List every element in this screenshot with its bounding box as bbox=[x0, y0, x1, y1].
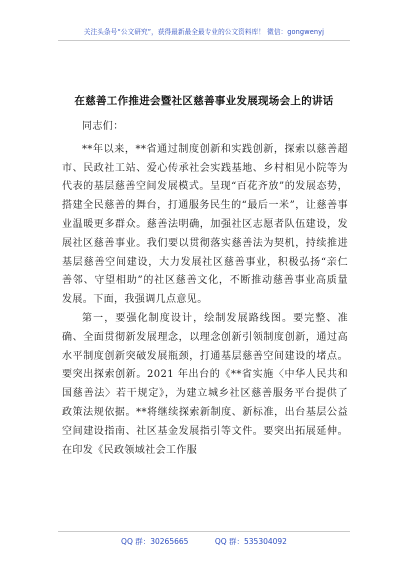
footer-contacts bbox=[0, 536, 408, 547]
document-body bbox=[62, 118, 348, 460]
footer-qq-group-2: QQ 群：535304092 bbox=[214, 537, 287, 546]
footer-qq-group-1: QQ 群：30265665 bbox=[121, 537, 189, 546]
salutation: 同志们： bbox=[82, 121, 124, 132]
header-divider bbox=[58, 40, 350, 41]
document-title: 在慈善工作推进会暨社区慈善事业发展现场会上的讲话 bbox=[74, 95, 334, 107]
header-promo-note: 关注头条号“公文研究”，获得最新最全最专业的公文资料库！ 微信：gongwenyj bbox=[83, 28, 325, 36]
paragraph-1: **年以来，**省通过制度创新和实践创新，探索以慈善超市、民政社工站、爱心传承社会实践基地、乡村相见小院等为代表的基层慈善空间发展模式。呈现“百花齐放”的发展态势，搭建全民慈善的舞台，打通服务民生的“最后一米”，让慈善事业温暖更多群众。慈善法明确，加强社区志愿者队伍建设，发展社区慈善事业。我们要以贯彻落实慈善法为契机，持续推进基层慈善空间建设，大力发展社区慈善事业，积极弘扬“亲仁善邻、守望相助”的社区慈善文化，不断推动慈善事业高质量发展。下面，我强调几点意见。 bbox=[62, 143, 348, 306]
footer-divider bbox=[58, 531, 350, 532]
paragraph-2: 第一，要强化制度设计，绘制发展路线图。要完整、准确、全面贯彻新发展理念，以理念创新引领制度创新，通过高水平制度创新突破发展瓶颈，打通基层慈善空间建设的堵点。要突出探索创新。2021 年出台的《**省实施〈中华人民共和国慈善法〉若干规定》，为建立城乡社区慈善服务平台提供了政策法规依据。**将继续探索新制度、新标准，出台基层公益空间建设指南、社区基金发展指引等文件。要突出拓展延伸。在印发《民政领域社会工作服 bbox=[62, 312, 348, 456]
